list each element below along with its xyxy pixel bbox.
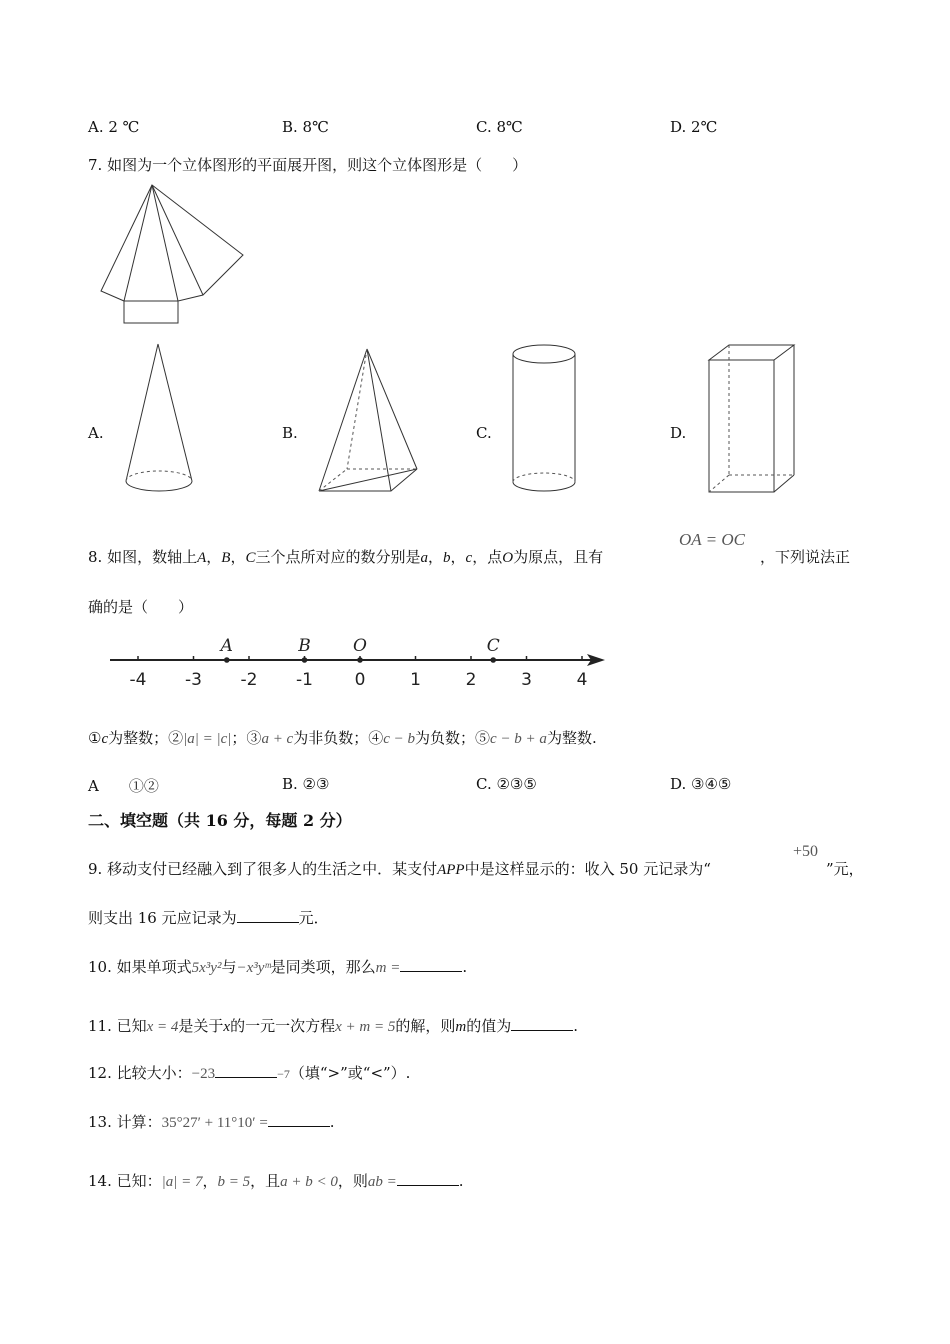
number-line-tick-label: 4 xyxy=(576,670,588,690)
q6-option-d: D. 2℃ xyxy=(670,118,718,136)
q6-option-b: B. 8℃ xyxy=(282,118,329,136)
number-line-point-label-B: B xyxy=(298,636,311,656)
q8-statements: ①c为整数；②|a| = |c|；③a + c为非负数；④c − b为负数；⑤c − b + a为整数. xyxy=(88,729,597,747)
number-line-point-O xyxy=(357,657,363,663)
q7-option-d-label: D. xyxy=(670,424,687,442)
q8-option-a: A ①② xyxy=(88,777,159,795)
q11-answer-blank[interactable] xyxy=(511,1016,573,1031)
cone-icon xyxy=(120,340,200,500)
number-line-tick-label: -4 xyxy=(129,670,147,690)
q7-option-b-label: B. xyxy=(282,424,298,442)
q9-answer-blank[interactable] xyxy=(237,908,299,923)
q12-answer-blank[interactable] xyxy=(215,1063,277,1078)
q6-option-c: C. 8℃ xyxy=(476,118,523,136)
q13-answer-blank[interactable] xyxy=(268,1112,330,1127)
q14: 14. 已知：|a| = 7，b = 5，且a + b < 0，则ab = . xyxy=(88,1172,464,1190)
number-line-tick-label: 1 xyxy=(410,670,421,690)
q11: 11. 已知x = 4是关于x的一元一次方程x + m = 5的解，则m的值为 . xyxy=(88,1017,578,1035)
number-line-tick-label: -3 xyxy=(185,670,202,690)
number-line-point-B xyxy=(302,657,308,663)
q9-math: +50 xyxy=(793,843,819,860)
q7-option-a-label: A. xyxy=(88,424,104,442)
number-line xyxy=(105,630,615,700)
number-line-tick-label: 3 xyxy=(521,670,532,690)
q8-condition: OA = OC xyxy=(679,530,745,549)
number-line-point-label-A: A xyxy=(220,636,233,656)
section2-title: 二、填空题（共 16 分，每题 2 分） xyxy=(88,811,352,830)
q7-option-c-label: C. xyxy=(476,424,492,442)
number-line-point-label-O: O xyxy=(353,636,367,656)
number-line-tick-label: 2 xyxy=(465,670,477,690)
q13: 13. 计算：35°27′ + 11°10′ = . xyxy=(88,1113,335,1131)
q12: 12. 比较大小：−23 −7（填“>”或“<”）. xyxy=(88,1064,411,1082)
number-line-point-C xyxy=(490,657,496,663)
number-line-tick-label: -1 xyxy=(296,670,313,690)
q8-option-d: D. ③④⑤ xyxy=(670,775,732,793)
rectangular-prism-icon xyxy=(704,340,799,498)
q6-option-a: A. 2 ℃ xyxy=(88,118,140,136)
q9-line1: 9. 移动支付已经融入到了很多人的生活之中．某支付APP中是这样显示的：收入 50 元记录为“ xyxy=(88,860,711,878)
q8-option-c: C. ②③⑤ xyxy=(476,775,537,793)
q9-line2: 则支出 16 元应记录为 元． xyxy=(88,909,329,927)
q8-stem-tail: ，下列说法正 xyxy=(760,548,851,566)
cylinder-icon xyxy=(508,342,583,497)
q9-line1-tail: ”元， xyxy=(826,860,864,878)
q8-stem-line2: 确的是（ ） xyxy=(88,598,194,616)
number-line-tick-label: 0 xyxy=(354,670,366,690)
q14-answer-blank[interactable] xyxy=(397,1171,459,1186)
q10: 10. 如果单项式5x³y²与−x³yᵐ是同类项，那么m = . xyxy=(88,958,468,976)
number-line-tick-label: -2 xyxy=(240,670,258,690)
number-line-point-A xyxy=(224,657,230,663)
q7-stem: 7. 如图为一个立体图形的平面展开图，则这个立体图形是（ ） xyxy=(88,156,528,174)
number-line-point-label-C: C xyxy=(486,636,500,656)
pyramid-net-icon xyxy=(95,178,255,328)
q8-option-b: B. ②③ xyxy=(282,775,330,793)
square-pyramid-icon xyxy=(315,345,425,495)
q8-stem: 8. 如图，数轴上A，B，C三个点所对应的数分别是a，b，c，点O为原点，且有 xyxy=(88,548,604,566)
q10-answer-blank[interactable] xyxy=(400,957,462,972)
